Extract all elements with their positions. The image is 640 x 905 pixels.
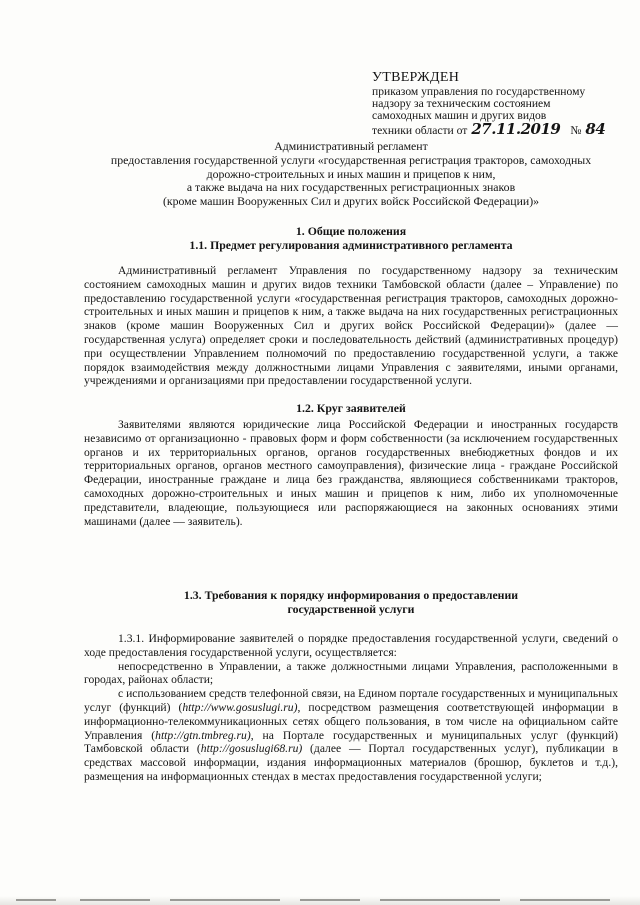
paragraph: Заявителями являются юридические лица Российской Федерации и иностранных государств независимо от организационно - правовых форм и форм собственности (за исключением государственных органов и их территориальных органов, органов государственных внебюджетных фондов и их территориальных органов, органов местного самоуправления), физические лица - граждане Российской Федерации, иностранные граждане и лица без гражданства, являющиеся собственниками тракторов, самоходных дорожно-строительных и иных машин и прицепов к ним, либо их уполномоченные представители, владеющие, пользующиеся или распоряжающиеся на законных основаниях этими машинами (далее — заявитель). bbox=[84, 418, 618, 528]
handwritten-order-number: 84 bbox=[585, 119, 606, 138]
approval-date-prefix: техники области от bbox=[372, 123, 468, 137]
gtn-link-text: http://gtn.tmbreg.ru) bbox=[155, 728, 251, 742]
section-1-heading: 1. Общие положения bbox=[295, 224, 407, 238]
section-1-3-text bbox=[84, 632, 618, 784]
title-line-2: предоставления государственной услуги «государственная регистрация тракторов, самоходных bbox=[110, 152, 592, 167]
approval-line-1: приказом управления по государственному bbox=[372, 85, 586, 98]
gosuslugi-link-text: http://www.gosuslugi.ru) bbox=[182, 700, 298, 714]
section-1-1-text bbox=[84, 264, 618, 388]
text-fragment: с использованием средств телефонной связи, на Едином портале государственных и муниципальных услуг (функций) ( bbox=[84, 687, 618, 714]
section-1-1-heading: 1.1. Предмет регулирования административного регламента bbox=[189, 238, 513, 252]
approval-line-2: надзору за техническим состоянием bbox=[372, 97, 551, 111]
section-1-3-heading-line-2: государственной услуги bbox=[287, 601, 415, 616]
section-1-2-heading: 1.2. Круг заявителей bbox=[296, 401, 406, 415]
approval-heading: УТВЕРЖДЕН bbox=[372, 70, 460, 85]
title-line-1: Административный регламент bbox=[274, 139, 428, 153]
handwritten-date: 27.11.2019 bbox=[471, 119, 561, 138]
gosuslugi68-link-text: http://gosuslugi68.ru) bbox=[200, 742, 303, 756]
title-line-5: (кроме машин Вооруженных Сил и других войск Российской Федерации)» bbox=[162, 194, 540, 209]
document-title bbox=[84, 140, 618, 209]
paragraph-channels bbox=[84, 687, 618, 784]
text-fragment: (далее — Портал государственных услуг), публикации в средствах массовой информации, издания информационных материалов (брошюр, буклетов и т.д.), размещения на информационных стендах в местах предоставления государственной услуги; bbox=[84, 742, 618, 783]
section-1-3-heading bbox=[84, 589, 618, 616]
section-1-3-heading-line-1: 1.3. Требования к порядку информирования о предоставлении bbox=[183, 588, 519, 602]
approval-stamp-block bbox=[372, 70, 634, 137]
text-fragment: , посредством размещения соответствующей информации в информационно-телекоммуникационных сетях общего пользования, в том числе на официальном сайте Управления ( bbox=[84, 700, 618, 742]
scan-bottom-edge bbox=[0, 896, 640, 905]
section-1-2-text bbox=[84, 418, 618, 528]
approval-line-4 bbox=[372, 119, 634, 138]
approval-line-3: самоходных машин и других видов bbox=[372, 109, 547, 123]
paragraph-1-3-1: 1.3.1. Информирование заявителей о порядке предоставления государственной услуги, сведений о ходе предоставления государственной услуги, осуществляется: bbox=[84, 632, 618, 659]
title-line-4: а также выдача на них государственных регистрационных знаков bbox=[186, 180, 516, 195]
text-fragment: , на Портале государственных и муниципальных услуг (функций) Тамбовской области ( bbox=[84, 728, 618, 756]
order-number-label: № bbox=[570, 123, 582, 137]
title-line-3: дорожно-строительных и иных машин и прицепов к ним, bbox=[206, 166, 496, 181]
paragraph: Административный регламент Управления по государственному надзору за техническим состоянием самоходных машин и других видов техники Тамбовской области (далее – Управление) по предоставлению государственной услуги «государственная регистрация тракторов, самоходных дорожно-строительных и иных машин и прицепов к ним, а также выдача на них государственных регистрационных знаков (кроме машин Вооруженных Сил и других войск Российской Федерации)» (далее — государственная услуга) определяет сроки и последовательность действий (административных процедур) при осуществлении Управлением полномочий по предоставлению государственной услуги, а также порядок взаимодействия между должностными лицами Управления с заявителями, иными органами, учреждениями и организациями при предоставлении государственной услуги. bbox=[84, 264, 618, 388]
paragraph-direct: непосредственно в Управлении, а также должностными лицами Управления, расположенными в городах, районах области; bbox=[84, 659, 618, 687]
